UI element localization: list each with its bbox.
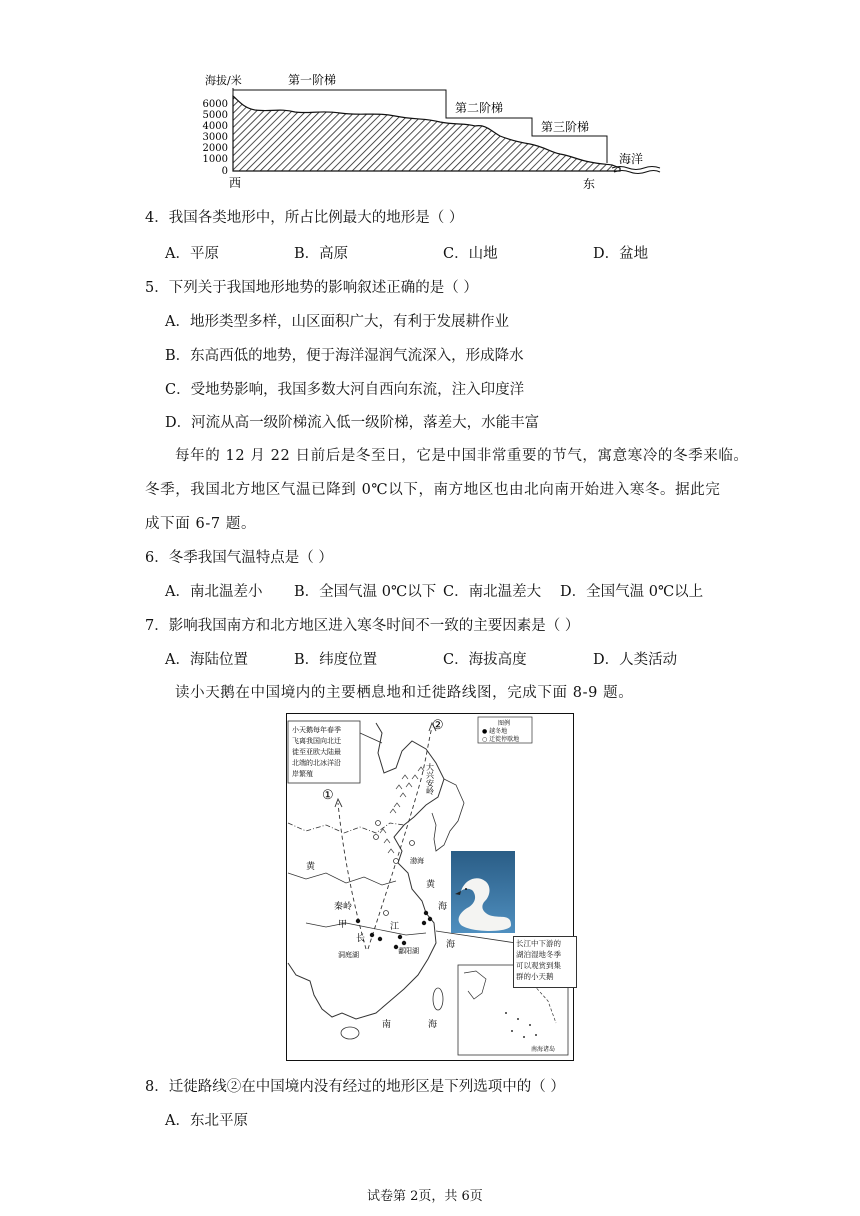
label-poyanghu: 鄱阳湖 [398, 947, 419, 955]
note-bottom-line: 湖泊湿地冬季 [516, 950, 561, 959]
y-tick: 4000 [202, 121, 228, 132]
note-bottom-line: 群的小天鹅 [516, 972, 554, 981]
label-huang: 黄 [306, 862, 316, 872]
label-qinling: 秦岭 [334, 902, 353, 912]
y-tick: 5000 [202, 110, 228, 121]
swan-photo [451, 851, 515, 933]
q6-option-d: D．全国气温 0℃以上 [560, 584, 704, 600]
page-footer: 试卷第 2页，共 6页 [367, 1189, 483, 1204]
step2-label: 第二阶梯 [455, 101, 504, 115]
q4-option-b: B．高原 [294, 246, 349, 262]
q7-option-b: B．纬度位置 [294, 652, 378, 668]
range-label: 大兴安岭 [425, 763, 435, 795]
label-chang: 长 [356, 934, 366, 944]
route-2-label: ② [432, 718, 444, 733]
x-left-label: 西 [229, 176, 242, 190]
note-top-line: 北端的北冰洋沿 [292, 759, 341, 767]
passage-6-7-line-1: 每年的 12 月 22 日前后是冬至日，它是中国非常重要的节气，寓意寒冷的冬季来临。 [175, 448, 749, 464]
label-nan: 南 [382, 1020, 392, 1030]
q7-option-d: D．人类活动 [593, 652, 678, 668]
inset-label: 南海诸岛 [531, 1046, 556, 1053]
y-tick: 3000 [202, 132, 228, 143]
note-bottom-box [513, 936, 577, 988]
label-hai-2: 海 [446, 940, 456, 950]
question-8-stem: 8．迁徙路线②在中国境内没有经过的地形区是下列选项中的（ ） [145, 1079, 565, 1095]
ocean-label: 海洋 [619, 152, 644, 166]
q4-option-a: A．平原 [165, 246, 219, 262]
q7-option-a: A．海陆位置 [165, 652, 248, 668]
q5-option-c: C．受地势影响，我国多数大河自西向东流，注入印度洋 [165, 382, 525, 398]
label-huang-sea: 黄 [426, 880, 436, 890]
note-top-line: 小天鹅每年春季 [292, 726, 341, 734]
note-bottom-line: 长江中下游的 [516, 939, 561, 948]
q4-option-c: C．山地 [443, 246, 498, 262]
step3-label: 第三阶梯 [541, 120, 590, 134]
step1-label: 第一阶梯 [288, 73, 337, 87]
question-4-stem: 4．我国各类地形中，所占比例最大的地形是（ ） [145, 210, 464, 226]
x-right-label: 东 [583, 177, 596, 191]
y-tick: 2000 [202, 143, 228, 154]
label-dongtinghu: 洞庭湖 [338, 951, 359, 959]
q5-option-d: D．河流从高一级阶梯流入低一级阶梯，落差大，水能丰富 [165, 415, 540, 431]
passage-6-7-line-2: 冬季，我国北方地区气温已降到 0℃以下，南方地区也由北向南开始进入寒冬。据此完 [145, 482, 721, 498]
label-hai: 海 [438, 902, 448, 912]
legend-title: 图例 [498, 720, 511, 727]
q5-option-a: A．地形类型多样，山区面积广大，有利于发展耕作业 [165, 314, 509, 330]
note-top-line: 飞离我国向北迁 [292, 737, 341, 745]
note-top-line: 徙至亚欧大陆最 [292, 748, 341, 756]
legend-stopover: ○ 迁徙停歇地 [482, 736, 520, 743]
terrain-profile-figure [200, 68, 670, 196]
label-hai-3: 海 [428, 1020, 438, 1030]
y-tick: 6000 [202, 99, 228, 110]
y-tick: 1000 [202, 154, 228, 165]
q8-option-a: A．东北平原 [165, 1113, 248, 1129]
question-6-stem: 6．冬季我国气温特点是（ ） [145, 550, 333, 566]
q4-option-d: D．盆地 [593, 246, 649, 262]
q6-option-c: C．南北温差大 [443, 584, 542, 600]
q5-option-b: B．东高西低的地势，便于海洋湿润气流深入，形成降水 [165, 348, 524, 364]
q6-option-a: A．南北温差小 [165, 584, 263, 600]
passage-6-7-line-3: 成下面 6-7 题。 [145, 516, 257, 532]
y-tick: 0 [221, 166, 228, 177]
note-top-line: 岸繁殖 [292, 770, 313, 778]
question-7-stem: 7．影响我国南方和北方地区进入寒冬时间不一致的主要因素是（ ） [145, 618, 580, 634]
question-5-stem: 5．下列关于我国地形地势的影响叙述正确的是（ ） [145, 280, 478, 296]
label-jiang: 江 [390, 922, 400, 932]
note-bottom-line: 可以观赏到集 [516, 961, 561, 970]
label-jia: 甲 [338, 920, 348, 930]
swan-migration-map [286, 713, 574, 1061]
route-1-label: ① [322, 788, 334, 803]
label-bohai: 渤海 [410, 857, 424, 865]
passage-8-9: 读小天鹅在中国境内的主要栖息地和迁徙路线图，完成下面 8-9 题。 [175, 685, 634, 701]
q6-option-b: B．全国气温 0℃以下 [294, 584, 437, 600]
q7-option-c: C．海拔高度 [443, 652, 527, 668]
y-axis-label: 海拔/米 [205, 74, 242, 87]
legend-winter: ● 越冬地 [482, 728, 508, 735]
